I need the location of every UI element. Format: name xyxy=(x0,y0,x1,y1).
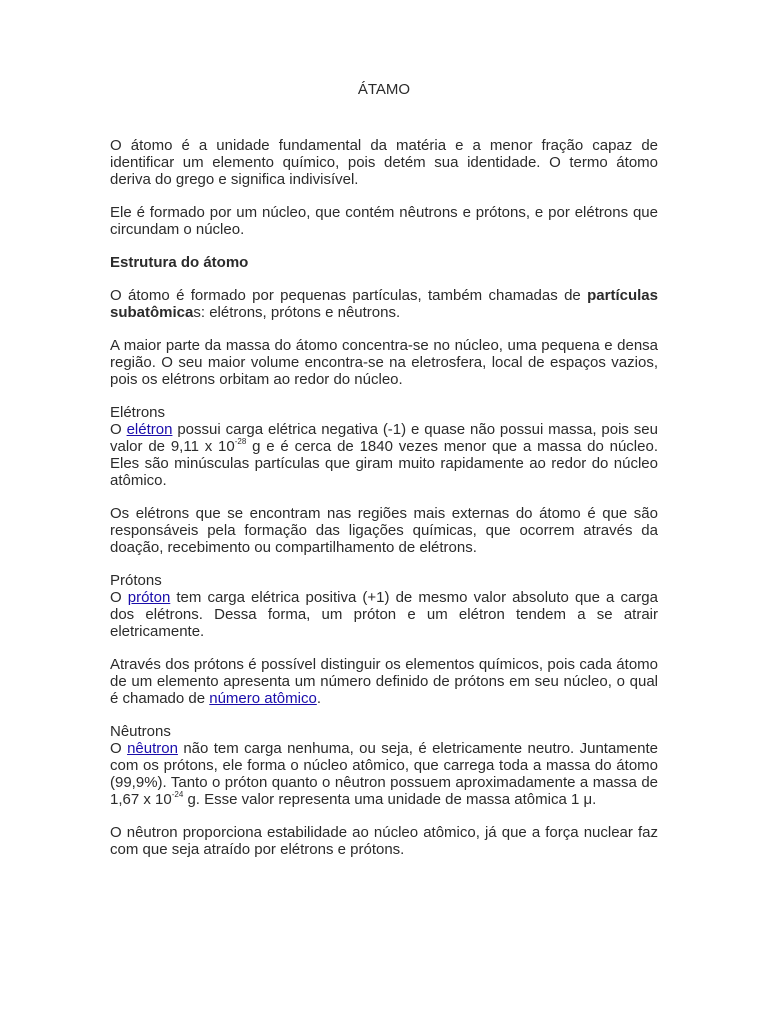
section-label-eletrons: Elétrons xyxy=(110,404,166,421)
numero-atomico-link[interactable]: número atômico xyxy=(209,690,317,707)
text-span: . xyxy=(316,690,321,707)
text-span: g. Esse valor representa uma unidade de massa atômica 1 μ. xyxy=(183,791,597,808)
eletrons-paragraph-2: Os elétrons que se encontram nas regiões mais externas do átomo é que são responsáveis pela formação das ligações químicas, que ocorrem através da doação, recebimento ou compartilhamento de elétrons. xyxy=(110,505,658,556)
text-span: não tem carga nenhuma, ou seja, é eletricamente neutro. Juntamente com os prótons, ele forma o núcleo atômico, que carrega toda a massa do átomo (99,9%). Tanto o próton quanto o nêutron possuem aproximadamente a massa de 1,67 x 10 xyxy=(110,740,658,808)
text-span: s: elétrons, prótons e nêutrons. xyxy=(193,304,401,321)
text-span: O xyxy=(110,421,127,438)
protons-paragraph-2 xyxy=(110,656,658,707)
proton-link[interactable]: próton xyxy=(127,589,171,606)
section-label-protons: Prótons xyxy=(110,572,162,589)
neutrons-paragraph-1 xyxy=(110,740,658,808)
eletron-link[interactable]: elétron xyxy=(126,421,173,438)
neutron-link[interactable]: nêutron xyxy=(127,740,178,757)
text-span: possui carga elétrica negativa (-1) e quase não possui massa, pois seu valor de 9,11 x 10 xyxy=(110,421,658,455)
eletrons-paragraph-1 xyxy=(110,421,658,489)
exponent: -28 xyxy=(234,437,247,446)
intro-paragraph-1: O átomo é a unidade fundamental da matéria e a menor fração capaz de identificar um elemento químico, pois detém sua identidade. O termo átomo deriva do grego e significa indivisível. xyxy=(110,137,658,188)
intro-paragraph-2: Ele é formado por um núcleo, que contém nêutrons e prótons, e por elétrons que circundam o núcleo. xyxy=(110,204,658,238)
text-span: tem carga elétrica positiva (+1) de mesmo valor absoluto que a carga dos elétrons. Dessa forma, um próton e um elétron tendem a se atrair eletricamente. xyxy=(110,589,658,640)
text-span: g e é cerca de 1840 vezes menor que a massa do núcleo. Eles são minúsculas partículas que giram muito rapidamente ao redor do núcleo atômico. xyxy=(110,438,658,489)
text-span: O átomo é formado por pequenas partículas, também chamadas de xyxy=(110,287,588,304)
protons-paragraph-1 xyxy=(110,589,658,640)
exponent: -24 xyxy=(171,790,184,799)
document-body xyxy=(110,81,658,874)
text-span: O xyxy=(110,740,128,757)
neutrons-paragraph-2: O nêutron proporciona estabilidade ao núcleo atômico, já que a força nuclear faz com que seja atraído por elétrons e prótons. xyxy=(110,824,658,858)
estrutura-paragraph-2: A maior parte da massa do átomo concentra-se no núcleo, uma pequena e densa região. O seu maior volume encontra-se na eletrosfera, local de espaços vazios, pois os elétrons orbitam ao redor do núcleo. xyxy=(110,337,658,388)
estrutura-paragraph-1 xyxy=(110,287,658,321)
section-heading-estrutura: Estrutura do átomo xyxy=(110,254,249,271)
text-span: O xyxy=(110,589,128,606)
bold-term: partículas subatômica xyxy=(110,287,658,321)
text-span: Através dos prótons é possível distinguir os elementos químicos, pois cada átomo de um elemento apresenta um número definido de prótons em seu núcleo, o qual é chamado de xyxy=(110,656,658,707)
section-label-neutrons: Nêutrons xyxy=(110,723,171,740)
document-title: ÁTAMO xyxy=(357,81,411,98)
